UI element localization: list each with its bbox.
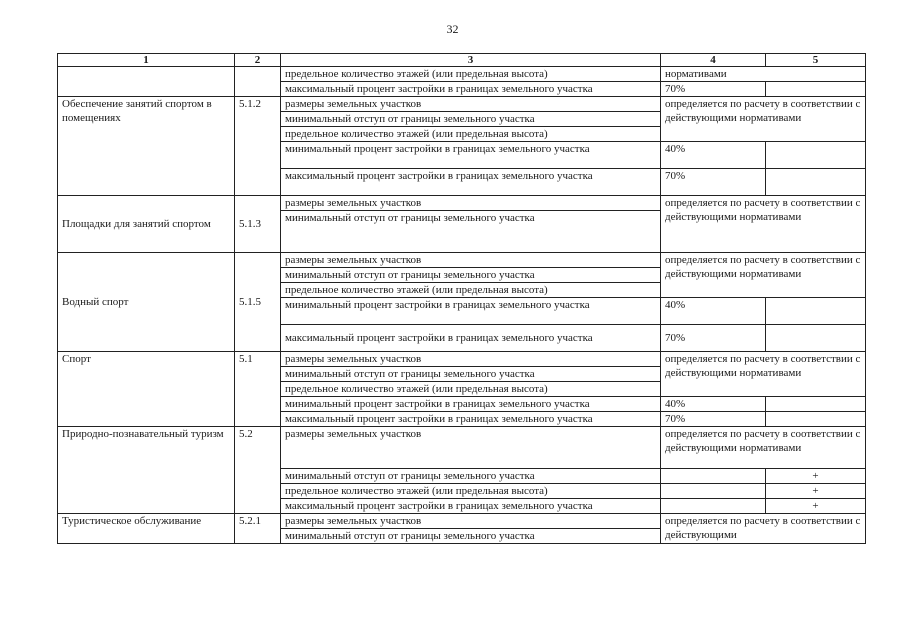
param-label: размеры земельных участков — [281, 514, 661, 529]
param-label: предельное количество этажей (или предельная высота) — [281, 382, 661, 397]
param-label: размеры земельных участков — [281, 196, 661, 211]
param-value — [661, 499, 766, 514]
param-value: 40% — [661, 142, 766, 169]
param-label: максимальный процент застройки в границах земельного участка — [281, 82, 661, 97]
table-row — [58, 514, 866, 529]
use-code: 5.1.2 — [235, 97, 281, 196]
use-name: Природно-познавательный туризм — [58, 427, 235, 514]
use-name: Водный спорт — [58, 253, 235, 352]
param-value: определяется по расчету в соответствии с действующими нормативами — [661, 427, 866, 469]
param-value: 70% — [661, 325, 766, 352]
param-value-col5: + — [766, 499, 866, 514]
param-label: минимальный отступ от границы земельного участка — [281, 367, 661, 382]
param-label: максимальный процент застройки в границах земельного участка — [281, 169, 661, 196]
param-value: 40% — [661, 298, 766, 325]
param-value-col5 — [766, 298, 866, 325]
header-col-5: 5 — [766, 54, 866, 67]
use-code — [235, 67, 281, 97]
use-code: 5.1.5 — [235, 253, 281, 352]
param-value-col5 — [766, 397, 866, 412]
param-label: минимальный процент застройки в границах земельного участка — [281, 298, 661, 325]
param-label: минимальный отступ от границы земельного участка — [281, 469, 661, 484]
param-label: предельное количество этажей (или предельная высота) — [281, 67, 661, 82]
param-label: предельное количество этажей (или предельная высота) — [281, 127, 661, 142]
table-row — [58, 352, 866, 367]
param-value-col5 — [766, 82, 866, 97]
param-label: минимальный отступ от границы земельного участка — [281, 268, 661, 283]
param-label: максимальный процент застройки в границах земельного участка — [281, 499, 661, 514]
param-value: определяется по расчету в соответствии с действующими — [661, 514, 866, 544]
table-row — [58, 427, 866, 469]
use-name: Обеспечение занятий спортом в помещениях — [58, 97, 235, 196]
param-label: размеры земельных участков — [281, 253, 661, 268]
use-code: 5.2 — [235, 427, 281, 514]
param-value: 40% — [661, 397, 766, 412]
header-col-1: 1 — [58, 54, 235, 67]
header-row — [58, 54, 866, 67]
use-name: Площадки для занятий спортом — [58, 196, 235, 253]
param-value — [661, 469, 766, 484]
table-row — [58, 67, 866, 82]
param-label: минимальный отступ от границы земельного участка — [281, 211, 661, 253]
param-label: размеры земельных участков — [281, 427, 661, 469]
page-number: 32 — [446, 22, 459, 36]
param-value-col5 — [766, 142, 866, 169]
param-value: нормативами — [661, 67, 866, 82]
use-name: Туристическое обслуживание — [58, 514, 235, 544]
use-code: 5.1.3 — [235, 196, 281, 253]
param-label: размеры земельных участков — [281, 97, 661, 112]
param-label: предельное количество этажей (или предельная высота) — [281, 484, 661, 499]
param-value-col5 — [766, 169, 866, 196]
param-value-col5 — [766, 412, 866, 427]
use-name: Спорт — [58, 352, 235, 427]
param-value: 70% — [661, 82, 766, 97]
param-value-col5 — [766, 325, 866, 352]
param-label: предельное количество этажей (или предельная высота) — [281, 283, 661, 298]
param-value-col5: + — [766, 469, 866, 484]
header-col-3: 3 — [281, 54, 661, 67]
param-value — [661, 484, 766, 499]
param-value: определяется по расчету в соответствии с действующими нормативами — [661, 196, 866, 253]
param-value: 70% — [661, 169, 766, 196]
header-col-2: 2 — [235, 54, 281, 67]
param-value: определяется по расчету в соответствии с действующими нормативами — [661, 253, 866, 298]
param-value: 70% — [661, 412, 766, 427]
land-use-norms-table — [57, 53, 866, 544]
table-row — [58, 97, 866, 112]
param-value: определяется по расчету в соответствии с действующими нормативами — [661, 97, 866, 142]
param-label: максимальный процент застройки в границах земельного участка — [281, 412, 661, 427]
use-name — [58, 67, 235, 97]
param-label: минимальный процент застройки в границах земельного участка — [281, 397, 661, 412]
param-label: максимальный процент застройки в границах земельного участка — [281, 325, 661, 352]
param-label: минимальный отступ от границы земельного участка — [281, 529, 661, 544]
use-code: 5.1 — [235, 352, 281, 427]
table-row — [58, 253, 866, 268]
param-value: определяется по расчету в соответствии с действующими нормативами — [661, 352, 866, 397]
param-value-col5: + — [766, 484, 866, 499]
header-col-4: 4 — [661, 54, 766, 67]
table-row — [58, 196, 866, 211]
param-label: минимальный отступ от границы земельного участка — [281, 112, 661, 127]
param-label: размеры земельных участков — [281, 352, 661, 367]
param-label: минимальный процент застройки в границах земельного участка — [281, 142, 661, 169]
use-code: 5.2.1 — [235, 514, 281, 544]
